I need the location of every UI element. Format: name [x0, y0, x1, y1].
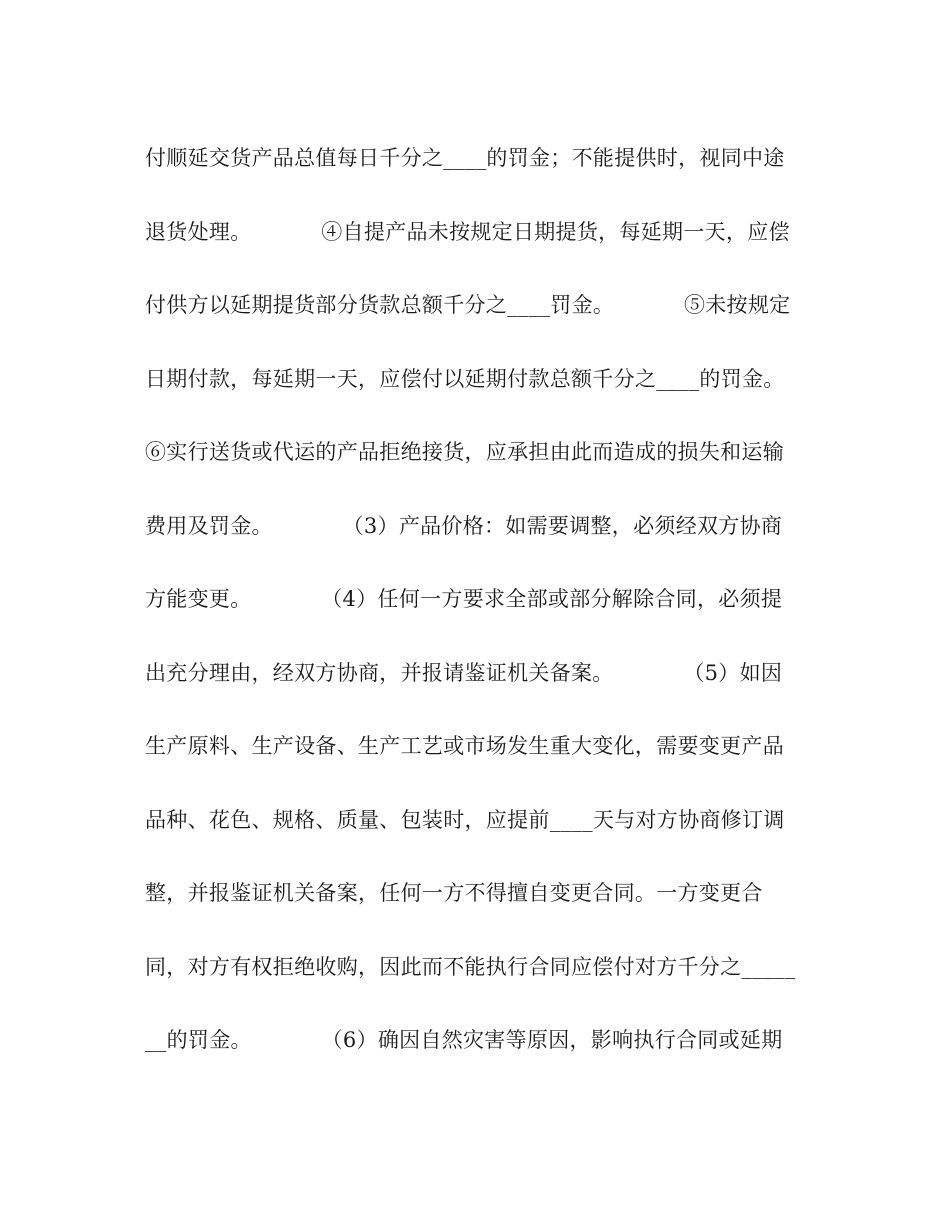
text-line: 退货处理。 ④自提产品未按规定日期提货，每延期一天，应偿 — [145, 219, 790, 244]
text-line: 品种、花色、规格、质量、包装时，应提前____天与对方协商修订调 — [145, 807, 785, 832]
text-line: 费用及罚金。 （3）产品价格：如需要调整，必须经双方协商 — [145, 513, 783, 538]
text-line: __的罚金。 （6）确因自然灾害等原因，影响执行合同或延期 — [145, 1028, 783, 1052]
text-line: ⑥实行送货或代运的产品拒绝接货，应承担由此而造成的损失和运输 — [145, 440, 784, 464]
text-line: 付供方以延期提货部分货款总额千分之____罚金。 ⑤未按规定 — [145, 293, 791, 317]
contract-text-body — [145, 139, 805, 1095]
text-line: 出充分理由，经双方协商，并报请鉴证机关备案。 （5）如因 — [145, 660, 783, 685]
text-line: 生产原料、生产设备、生产工艺或市场发生重大变化，需要变更产品 — [145, 734, 784, 758]
text-line: 付顺延交货产品总值每日千分之____的罚金；不能提供时，视同中途 — [145, 146, 785, 170]
text-line: 日期付款，每延期一天，应偿付以延期付款总额千分之____的罚金。 — [145, 366, 785, 391]
text-line: 方能变更。 （4）任何一方要求全部或部分解除合同，必须提 — [145, 587, 783, 611]
text-line: 整，并报鉴证机关备案，任何一方不得擅自变更合同。一方变更合 — [145, 881, 763, 905]
text-line: 同，对方有权拒绝收购，因此而不能执行合同应偿付对方千分之_____ — [145, 954, 796, 979]
